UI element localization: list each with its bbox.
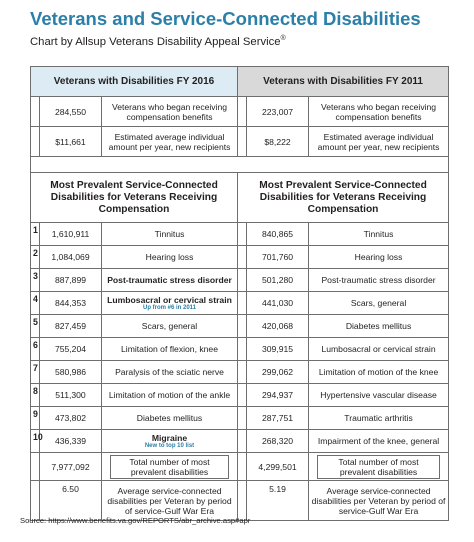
spacer-row bbox=[31, 157, 449, 173]
summary-row bbox=[31, 127, 449, 157]
rank-note: Up from #6 in 2011 bbox=[143, 304, 197, 311]
rank-number: 4 bbox=[31, 292, 40, 315]
total-value-2011: 4,299,501 bbox=[247, 453, 309, 481]
average-desc-2011: Average service-connected disabilities per Veteran by period of service-Gulf War Era bbox=[309, 481, 449, 521]
rank-value-2016: 887,899 bbox=[40, 269, 102, 292]
source-citation: Source: https://www.benefits.va.gov/REPORTS/abr_archive.asp#apr bbox=[20, 516, 251, 525]
page-title: Veterans and Service-Connected Disabilities bbox=[30, 8, 421, 29]
section-header-right: Most Prevalent Service-Connected Disabilities for Veterans Receiving Compensation bbox=[238, 173, 449, 223]
section-header-row bbox=[31, 173, 449, 223]
year-header-row bbox=[31, 67, 449, 97]
average-value-2011: 5.19 bbox=[247, 481, 309, 521]
rank-desc-2016: Scars, general bbox=[102, 315, 238, 338]
rank-number: 6 bbox=[31, 338, 40, 361]
rank-value-2016: 844,353 bbox=[40, 292, 102, 315]
summary-desc-2016: Veterans who began receiving compensation benefits bbox=[102, 97, 238, 127]
average-value-2016: 6.50 bbox=[40, 481, 102, 521]
header-fy2016: Veterans with Disabilities FY 2016 bbox=[31, 67, 238, 97]
rank-desc-2016: Paralysis of the sciatic nerve bbox=[102, 361, 238, 384]
rank-desc-2011: Lumbosacral or cervical strain bbox=[309, 338, 449, 361]
rank-number: 10 bbox=[31, 430, 40, 453]
summary-desc-2011: Estimated average individual amount per year, new recipients bbox=[309, 127, 449, 157]
rank-value-2011: 420,068 bbox=[247, 315, 309, 338]
rank-desc-2016-cell bbox=[102, 292, 238, 315]
rank-value-2011: 501,280 bbox=[247, 269, 309, 292]
rank-desc-2011: Impairment of the knee, general bbox=[309, 430, 449, 453]
rank-value-2011: 441,030 bbox=[247, 292, 309, 315]
rank-desc-2011: Traumatic arthritis bbox=[309, 407, 449, 430]
ranked-row bbox=[31, 384, 449, 407]
rank-desc-2016: Post-traumatic stress disorder bbox=[102, 269, 238, 292]
rank-desc-2011: Hearing loss bbox=[309, 246, 449, 269]
ranked-row bbox=[31, 223, 449, 246]
total-desc-2011-cell bbox=[309, 453, 449, 481]
ranked-row bbox=[31, 269, 449, 292]
rank-value-2011: 701,760 bbox=[247, 246, 309, 269]
summary-row bbox=[31, 97, 449, 127]
rank-value-2016: 473,802 bbox=[40, 407, 102, 430]
rank-number: 7 bbox=[31, 361, 40, 384]
summary-desc-2016: Estimated average individual amount per year, new recipients bbox=[102, 127, 238, 157]
rank-value-2011: 309,915 bbox=[247, 338, 309, 361]
disabilities-table bbox=[30, 66, 449, 521]
section-header-left: Most Prevalent Service-Connected Disabilities for Veterans Receiving Compensation bbox=[31, 173, 238, 223]
total-desc-2011: Total number of most prevalent disabilities bbox=[317, 455, 440, 479]
total-value-2016: 7,977,092 bbox=[40, 453, 102, 481]
ranked-row bbox=[31, 338, 449, 361]
rank-desc-2016: Diabetes mellitus bbox=[102, 407, 238, 430]
rank-value-2016: 755,204 bbox=[40, 338, 102, 361]
ranked-row bbox=[31, 430, 449, 453]
summary-value-2016: 284,550 bbox=[40, 97, 102, 127]
average-desc-2016: Average service-connected disabilities per Veteran by period of service-Gulf War Era bbox=[102, 481, 238, 521]
rank-desc-2011: Limitation of motion of the knee bbox=[309, 361, 449, 384]
registered-mark: ® bbox=[280, 35, 286, 42]
rank-desc-2016-cell bbox=[102, 430, 238, 453]
rank-value-2011: 840,865 bbox=[247, 223, 309, 246]
rank-desc-2016: Migraine bbox=[151, 432, 188, 443]
rank-desc-2011: Hypertensive vascular disease bbox=[309, 384, 449, 407]
rank-desc-2011: Diabetes mellitus bbox=[309, 315, 449, 338]
rank-desc-2016: Tinnitus bbox=[102, 223, 238, 246]
total-desc-2016-cell bbox=[102, 453, 238, 481]
rank-number: 3 bbox=[31, 269, 40, 292]
rank-desc-2011: Tinnitus bbox=[309, 223, 449, 246]
rank-number: 9 bbox=[31, 407, 40, 430]
rank-value-2016: 827,459 bbox=[40, 315, 102, 338]
summary-desc-2011: Veterans who began receiving compensation benefits bbox=[309, 97, 449, 127]
rank-value-2016: 511,300 bbox=[40, 384, 102, 407]
summary-value-2011: 223,007 bbox=[247, 97, 309, 127]
rank-number: 1 bbox=[31, 223, 40, 246]
ranked-row bbox=[31, 361, 449, 384]
rank-value-2011: 299,062 bbox=[247, 361, 309, 384]
rank-desc-2016: Limitation of flexion, knee bbox=[102, 338, 238, 361]
subtitle-text: Chart by Allsup Veterans Disability Appeal Service bbox=[30, 35, 281, 48]
rank-desc-2016: Hearing loss bbox=[102, 246, 238, 269]
rank-desc-2011: Post-traumatic stress disorder bbox=[309, 269, 449, 292]
ranked-row bbox=[31, 246, 449, 269]
rank-number: 8 bbox=[31, 384, 40, 407]
ranked-row bbox=[31, 407, 449, 430]
total-desc-2016: Total number of most prevalent disabilities bbox=[110, 455, 229, 479]
rank-value-2011: 294,937 bbox=[247, 384, 309, 407]
rank-value-2016: 436,339 bbox=[40, 430, 102, 453]
header-fy2011: Veterans with Disabilities FY 2011 bbox=[238, 67, 449, 97]
average-row bbox=[31, 481, 449, 521]
page-subtitle bbox=[30, 35, 286, 48]
ranked-row bbox=[31, 292, 449, 315]
rank-value-2016: 1,084,069 bbox=[40, 246, 102, 269]
rank-note: New to top 10 list bbox=[144, 442, 195, 449]
rank-value-2016: 1,610,911 bbox=[40, 223, 102, 246]
summary-value-2016: $11,661 bbox=[40, 127, 102, 157]
rank-number: 2 bbox=[31, 246, 40, 269]
rank-value-2016: 580,986 bbox=[40, 361, 102, 384]
summary-value-2011: $8,222 bbox=[247, 127, 309, 157]
rank-desc-2011: Scars, general bbox=[309, 292, 449, 315]
rank-value-2011: 268,320 bbox=[247, 430, 309, 453]
ranked-row bbox=[31, 315, 449, 338]
rank-value-2011: 287,751 bbox=[247, 407, 309, 430]
rank-desc-2016: Lumbosacral or cervical strain bbox=[107, 294, 232, 305]
rank-desc-2016: Limitation of motion of the ankle bbox=[102, 384, 238, 407]
totals-row bbox=[31, 453, 449, 481]
rank-number: 5 bbox=[31, 315, 40, 338]
